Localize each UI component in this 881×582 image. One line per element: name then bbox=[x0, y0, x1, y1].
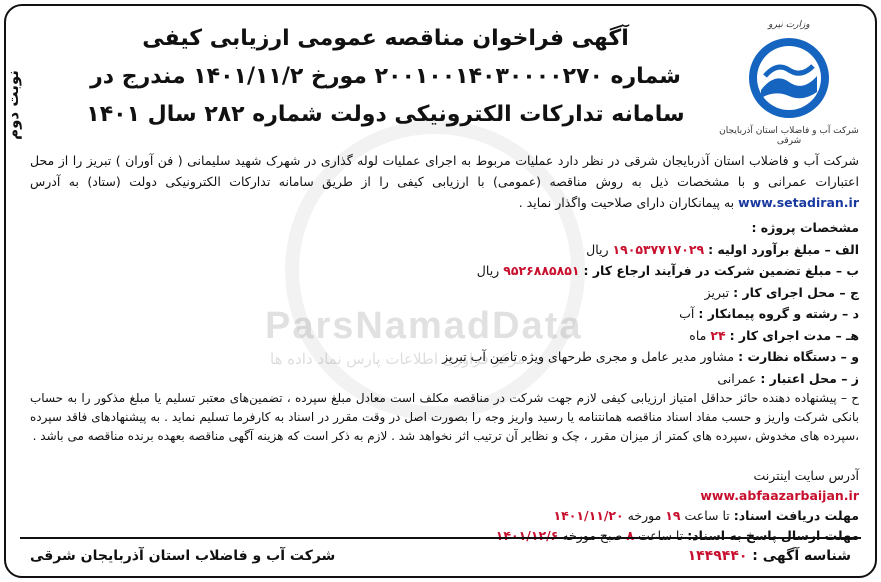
spec-label: د – رشته و گروه پیمانکار : bbox=[698, 306, 859, 321]
spec-value: آب bbox=[679, 306, 695, 321]
notice-title bbox=[60, 20, 711, 134]
spec-value: ۹۵۲۶۸۸۵۸۵۱ bbox=[503, 263, 580, 278]
spec-label: ز – محل اعتبار : bbox=[760, 370, 859, 386]
spec-value: مشاور مدیر عامل و مجری طرحهای ویژه تامین آب تبریز bbox=[442, 349, 735, 364]
notice-round-label bbox=[2, 40, 24, 170]
spec-label: الف – مبلغ برآورد اولیه : bbox=[708, 241, 859, 257]
spec-value: تبریز bbox=[704, 284, 730, 300]
spec-unit: ریال bbox=[476, 263, 500, 278]
intro-paragraph bbox=[30, 150, 859, 213]
water-drop-logo-icon bbox=[743, 32, 835, 124]
watermark-subtext: مرکز فراوری اطلاعات پارس نماد داده ها bbox=[270, 350, 526, 368]
contact-and-deadlines bbox=[30, 466, 859, 546]
spec-row bbox=[30, 303, 859, 325]
setad-link[interactable]: www.setadiran.ir bbox=[738, 195, 859, 210]
notice-footer bbox=[30, 543, 851, 569]
specs-heading: مشخصات پروژه : bbox=[751, 220, 859, 235]
spec-value: ۱۹۰۵۳۷۷۱۷۰۲۹ bbox=[612, 241, 705, 257]
spec-row bbox=[30, 325, 859, 347]
spec-label: و – دستگاه نظارت : bbox=[738, 349, 859, 364]
spec-label: هـ – مدت اجرای کار : bbox=[729, 327, 859, 343]
receive-label: مهلت دریافت اسناد: bbox=[733, 508, 859, 523]
website-link[interactable]: www.abfaazarbaijan.ir bbox=[700, 488, 859, 503]
side-label-text: نوبت دوم bbox=[4, 70, 23, 140]
spec-row bbox=[30, 239, 859, 261]
spec-value: ۲۴ bbox=[710, 327, 726, 343]
submit-date-label: صبح مورخه bbox=[562, 528, 623, 543]
title-line-1: آگهی فراخوان مناقصه عمومی ارزیابی کیفی bbox=[142, 26, 629, 51]
spec-row bbox=[30, 260, 859, 282]
submit-text: تا ساعت bbox=[637, 528, 684, 543]
ministry-label: وزارت نیرو bbox=[768, 20, 810, 30]
notice-id-label: شناسه آگهی : bbox=[752, 548, 851, 564]
watermark-text: ParsNamadData bbox=[265, 305, 583, 347]
receive-date-label: مورخه bbox=[627, 508, 662, 523]
intro-text: شرکت آب و فاضلاب استان آذربایجان شرقی در نظر دارد عملیات مربوط به اجرای عملیات لوله گذاری در شهرک شهید سلیمانی ( فن آوران ) تبریز را از محل اعتبارات عمرانی و با مشخصات ذیل به روش مناقصه (عمومی) با ارزیابی کیفی را از طریق سامانه تدارکات الکترونیکی دولت (ستاد) به آدرس bbox=[30, 153, 859, 189]
submit-label: مهلت ارسال پاسخ به اسناد: bbox=[687, 528, 859, 543]
spec-label: ج – محل اجرای کار : bbox=[733, 284, 859, 300]
website-label: آدرس سایت اینترنت bbox=[753, 468, 859, 483]
submit-date: ۱۴۰۱/۱۲/۶ bbox=[495, 528, 559, 543]
logo-company-name: شرکت آب و فاضلاب استان آذربایجان شرقی bbox=[719, 126, 859, 146]
spec-unit: ماه bbox=[689, 327, 707, 343]
receive-deadline bbox=[30, 506, 859, 526]
title-line-2: شماره ۲۰۰۱۰۰۱۴۰۳۰۰۰۰۲۷۰ مورخ ۱۴۰۱/۱۱/۲ مندرج در bbox=[90, 64, 681, 89]
guarantee-clause: ح – پیشنهاده دهنده حائز حداقل امتیاز ارزیابی کیفی لازم جهت شرکت در مناقصه مکلف است معادل مبلغ سپرده ، تضمین‌های معتبر تسلیم یا مبلغ مذکور را به حساب بانکی شرکت واریز و حسب مفاد اسناد مناقصه همانتنامه یا رسید واریز وجه را بصورت اصل در وقت مقرر در اسناد به کارفرما تسلیم نماید . به پیشنهادهای فاقد سپرده ،سپرده های مخدوش ،سپرده های کمتر از میزان مقرر ، چک و نظایر آن ترتیب اثر نخواهد شد . لازم به ذکر است که هزینه آگهی مناقصه بعهده برنده مناقصه می باشد . bbox=[30, 391, 859, 443]
submit-hour: ۸ bbox=[626, 528, 634, 543]
footer-divider bbox=[20, 537, 861, 539]
receive-text: تا ساعت bbox=[684, 508, 730, 523]
notice-id-value: ۱۴۴۹۴۴۰ bbox=[687, 548, 748, 564]
company-logo bbox=[719, 20, 859, 150]
spec-value: عمرانی bbox=[717, 370, 757, 386]
title-line-3: سامانه تدارکات الکترونیکی دولت شماره ۲۸۲ سال ۱۴۰۱ bbox=[86, 102, 685, 127]
spec-row bbox=[30, 368, 859, 390]
receive-hour: ۱۹ bbox=[665, 508, 681, 523]
spec-label: ب – مبلغ تضمین شرکت در فرآیند ارجاع کار : bbox=[583, 263, 859, 278]
spec-row bbox=[30, 282, 859, 304]
spec-row bbox=[30, 346, 859, 368]
intro-text-after: به پیمانکاران دارای صلاحیت واگذار نماید . bbox=[518, 195, 735, 210]
notice-id bbox=[688, 548, 851, 564]
footer-company: شرکت آب و فاضلاب استان آذربایجان شرقی bbox=[30, 548, 336, 564]
receive-date: ۱۴۰۱/۱۱/۲۰ bbox=[553, 508, 624, 523]
spec-unit: ریال bbox=[586, 241, 609, 257]
project-specs bbox=[30, 217, 859, 389]
